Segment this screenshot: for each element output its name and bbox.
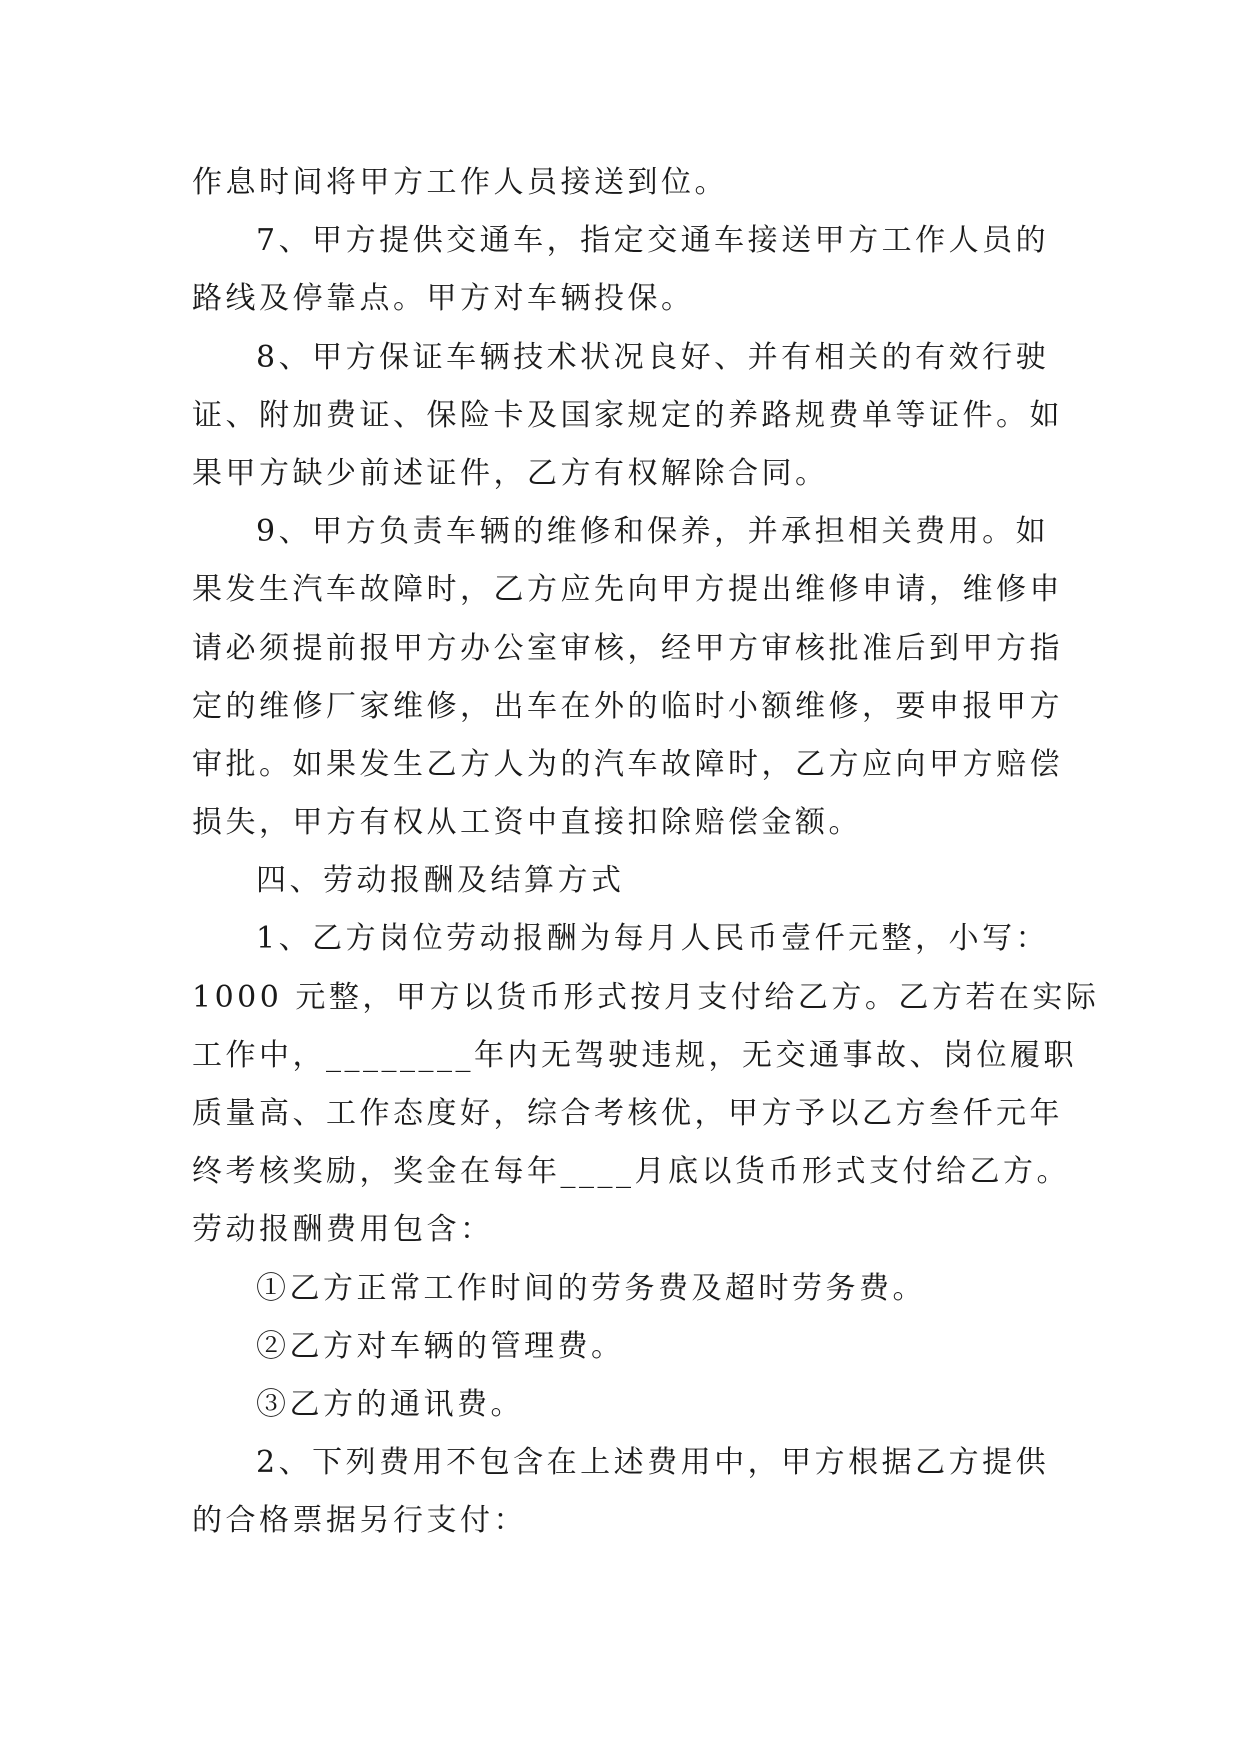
text-line: 劳动报酬费用包含： (192, 1212, 494, 1248)
text-line: 果甲方缺少前述证件，乙方有权解除合同。 (192, 455, 829, 491)
clause-1-line: 1、乙方岗位劳动报酬为每月人民币壹仟元整，小写： (256, 921, 1050, 957)
clause-7-line: 7、甲方提供交通车，指定交通车接送甲方工作人员的 (256, 223, 1050, 259)
clause-8-line: 8、甲方保证车辆技术状况良好、并有相关的有效行驶 (256, 339, 1050, 375)
text-line: 终考核奖励，奖金在每年____月底以货币形式支付给乙方。 (192, 1154, 1070, 1190)
text-line: 工作中，________年内无驾驶违规，无交通事故、岗位履职 (192, 1037, 1077, 1073)
text-line: 审批。如果发生乙方人为的汽车故障时，乙方应向甲方赔偿 (192, 746, 1063, 782)
text-line: 的合格票据另行支付： (192, 1503, 527, 1539)
text-line: 作息时间将甲方工作人员接送到位。 (192, 165, 728, 200)
text-line: 证、附加费证、保险卡及国家规定的养路规费单等证件。如 (192, 397, 1063, 433)
clause-2-line: 2、下列费用不包含在上述费用中，甲方根据乙方提供 (256, 1445, 1050, 1481)
section-heading: 四、劳动报酬及结算方式 (256, 863, 625, 899)
text-line: 请必须提前报甲方办公室审核，经甲方审核批准后到甲方指 (192, 630, 1063, 666)
contract-body-text (192, 154, 1100, 1551)
text-line: 1000 元整，甲方以货币形式按月支付给乙方。乙方若在实际 (192, 979, 1100, 1015)
text-line: 损失，甲方有权从工资中直接扣除赔偿金额。 (192, 805, 862, 841)
list-item: ③乙方的通讯费。 (256, 1386, 524, 1422)
list-item: ①乙方正常工作时间的劳务费及超时劳务费。 (256, 1270, 926, 1306)
text-line: 定的维修厂家维修，出车在外的临时小额维修，要申报甲方 (192, 688, 1063, 724)
text-line: 果发生汽车故障时，乙方应先向甲方提出维修申请，维修申 (192, 572, 1063, 608)
clause-9-line: 9、甲方负责车辆的维修和保养，并承担相关费用。如 (256, 514, 1050, 550)
list-item: ②乙方对车辆的管理费。 (256, 1328, 625, 1364)
text-line: 路线及停靠点。甲方对车辆投保。 (192, 281, 695, 317)
text-line: 质量高、工作态度好，综合考核优，甲方予以乙方叁仟元年 (192, 1096, 1063, 1131)
